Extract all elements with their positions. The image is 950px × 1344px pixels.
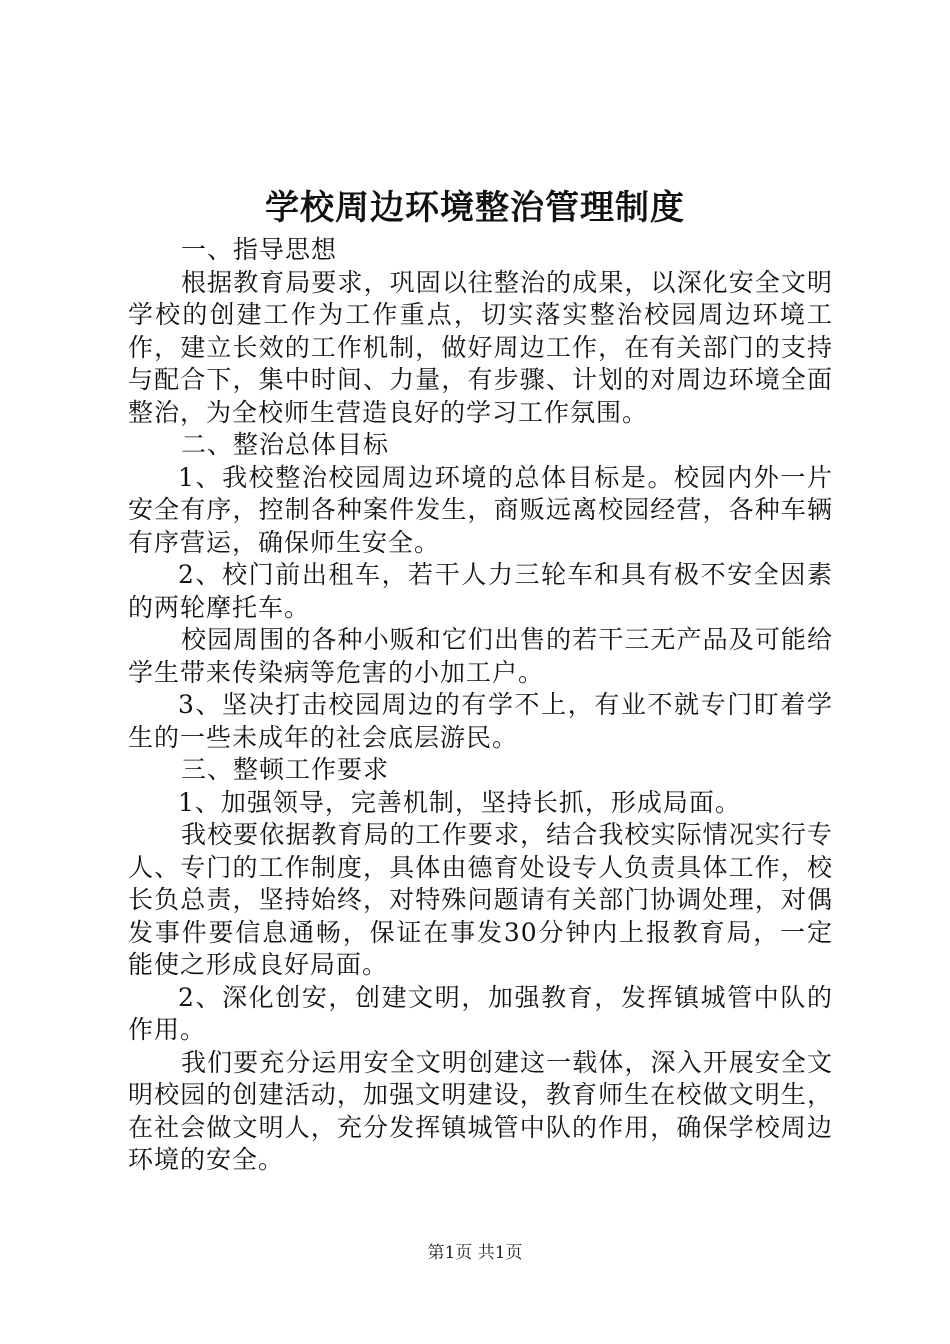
document-title: 学校周边环境整治管理制度 (265, 188, 685, 228)
section-heading-1: 一、指导思想 (181, 235, 338, 264)
paragraph-requirement-1-detail: 我校要依据教育局的工作要求，结合我校实际情况实行专人、专门的工作制度，具体由德育处设专人负责具体工作，校长负总责，坚持始终，对特殊问题请有关部门协调处理，对偶发事件要信息通畅，保证在事发30分钟内上报教育局，一定能使之形成良好局面。 (128, 820, 833, 979)
paragraph-goal-1: 1、我校整治校园周边环境的总体目标是。校园内外一片安全有序，控制各种案件发生，商贩远离校园经营，各种车辆有序营运，确保师生安全。 (128, 462, 833, 557)
paragraph-requirement-1: 1、加强领导，完善机制，坚持长抓，形成局面。 (178, 787, 741, 817)
paragraph-guiding-thought: 根据教育局要求，巩固以往整治的成果，以深化安全文明学校的创建工作为工作重点，切实落实整治校园周边环境工作，建立长效的工作机制，做好周边工作，在有关部门的支持与配合下，集中时间、力量，有步骤、计划的对周边环境全面整治，为全校师生营造良好的学习工作氛围。 (128, 267, 833, 427)
page-footer: 第1页 共1页 (427, 1243, 523, 1263)
section-heading-3: 三、整顿工作要求 (181, 755, 390, 784)
paragraph-goal-3: 3、坚决打击校园周边的有学不上，有业不就专门盯着学生的一些未成年的社会底层游民。 (128, 690, 833, 752)
section-heading-2: 二、整治总体目标 (181, 430, 390, 459)
paragraph-requirement-2-detail: 我们要充分运用安全文明创建这一载体，深入开展安全文明校园的创建活动，加强文明建设，教育师生在校做文明生，在社会做文明人，充分发挥镇城管中队的作用，确保学校周边环境的安全。 (128, 1047, 833, 1174)
document-body (128, 234, 833, 1177)
paragraph-goal-vendors: 校园周围的各种小贩和它们出售的若干三无产品及可能给学生带来传染病等危害的小加工户。 (128, 625, 833, 687)
paragraph-requirement-2: 2、深化创安，创建文明，加强教育，发挥镇城管中队的作用。 (128, 982, 833, 1044)
paragraph-goal-2: 2、校门前出租车，若干人力三轮车和具有极不安全因素的两轮摩托车。 (128, 560, 833, 622)
